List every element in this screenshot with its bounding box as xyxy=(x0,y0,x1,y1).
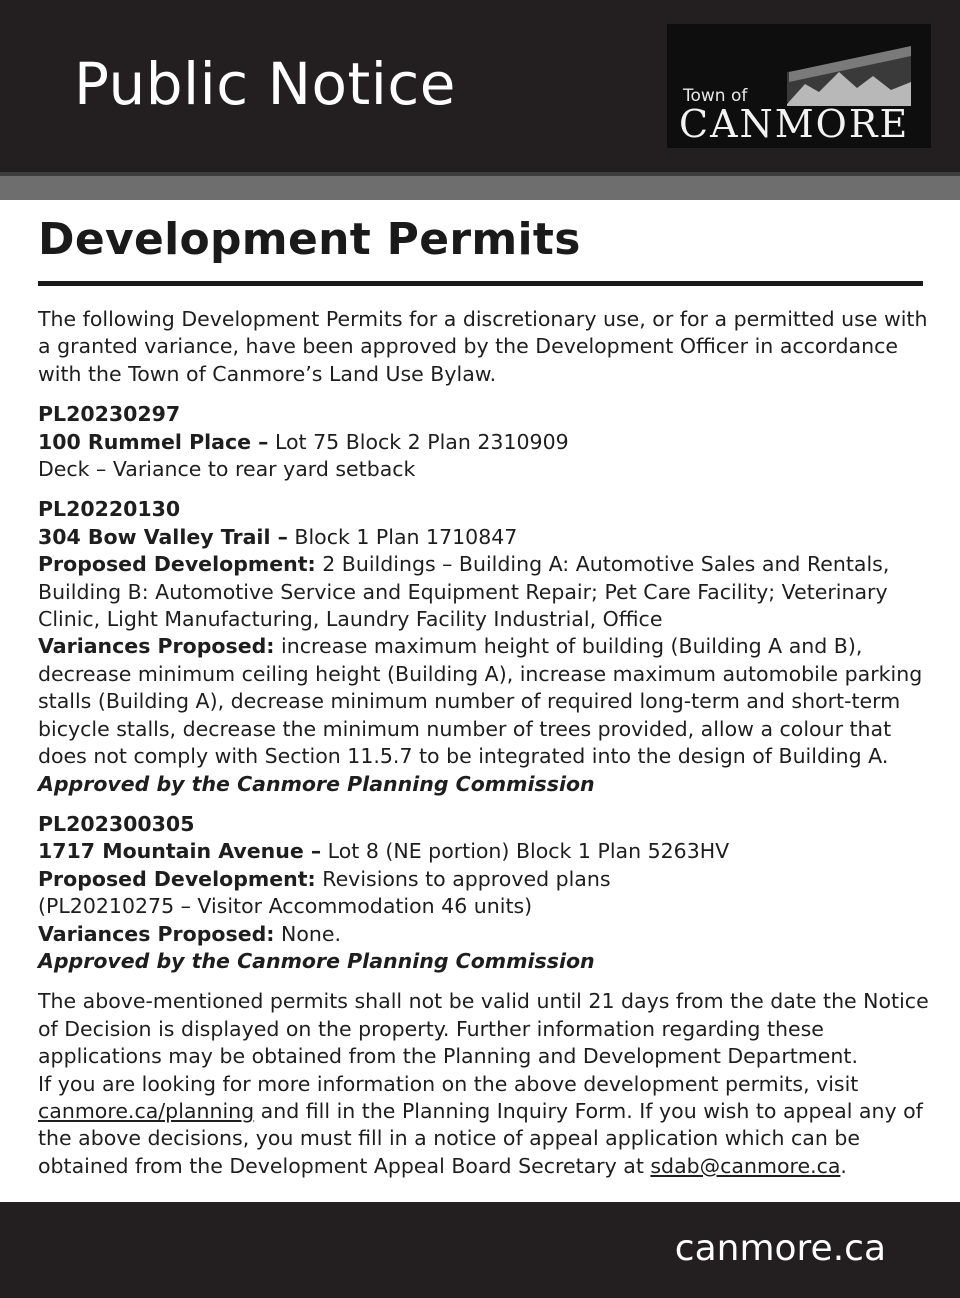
permit-legal: Lot 8 (NE portion) Block 1 Plan 5263HV xyxy=(321,839,730,864)
page-header-title: Public Notice xyxy=(74,50,456,118)
permit-address: 304 Bow Valley Trail – xyxy=(38,524,288,549)
closing-text-4: . xyxy=(840,1153,847,1178)
header-bar xyxy=(0,0,960,172)
intro-paragraph: The following Development Permits for a discretionary use, or for a permitted use with a granted variance, have been approved by the Development Officer in accordance with the Town of Canmore’s Land Use Bylaw. xyxy=(38,307,928,386)
title-rule xyxy=(38,281,923,286)
closing-text-2: If you are looking for more information on the above development permits, visit xyxy=(38,1071,859,1096)
logo-town-of: Town of xyxy=(683,86,748,106)
section-title: Development Permits xyxy=(38,214,581,265)
variances-text: None. xyxy=(274,921,342,946)
permit-legal: Block 1 Plan 1710847 xyxy=(287,524,518,549)
permit-address: 100 Rummel Place – xyxy=(38,429,269,454)
canmore-logo xyxy=(667,24,931,148)
planning-link[interactable]: canmore.ca/planning xyxy=(38,1098,255,1123)
sdab-email-link[interactable]: sdab@canmore.ca xyxy=(650,1153,841,1178)
permit-id: PL20220130 xyxy=(38,497,181,522)
permit-legal: Lot 75 Block 2 Plan 2310909 xyxy=(268,429,569,454)
permit-id: PL20230297 xyxy=(38,402,181,427)
logo-canmore: CANMORE xyxy=(679,102,910,146)
closing-text-3: and fill in the Planning Inquiry Form. If you wish to appeal any of the above decisions, you must fill in a notice of appeal application which can be obtained from the Development Appeal Board Secretary at xyxy=(38,1098,923,1178)
mountain-logo-icon xyxy=(787,42,911,106)
permit-entry xyxy=(38,811,938,975)
proposed-development-text-2: (PL20210275 – Visitor Accommodation 46 units) xyxy=(38,894,533,919)
variances-text: increase maximum height of building (Building A and B), decrease minimum ceiling height (Building A), increase maximum automobile parking stalls (Building A), decrease minimum number of required long-term and short-term bicycle stalls, decrease the minimum number of trees provided, allow a colour that does not comply with Section 11.5.7 to be integrated into the design of Building A. xyxy=(38,634,923,769)
approval-note: Approved by the Canmore Planning Commission xyxy=(38,948,595,973)
closing-paragraph xyxy=(38,988,938,1180)
variances-label: Variances Proposed: xyxy=(38,921,275,946)
header-divider-band xyxy=(0,172,960,200)
permit-description: Deck – Variance to rear yard setback xyxy=(38,457,416,482)
approval-note: Approved by the Canmore Planning Commission xyxy=(38,771,595,796)
proposed-development-text: Revisions to approved plans xyxy=(315,866,611,891)
footer-url: canmore.ca xyxy=(674,1228,886,1269)
proposed-development-label: Proposed Development: xyxy=(38,552,316,577)
permit-id: PL202300305 xyxy=(38,811,195,836)
permit-entry xyxy=(38,496,938,797)
closing-text-1: The above-mentioned permits shall not be valid until 21 days from the date the Notice of Decision is displayed on the property. Further information regarding these applications may be obtained from the Planning and Development Department. xyxy=(38,989,929,1069)
proposed-development-text: 2 Buildings – Building A: Automotive Sales and Rentals, Building B: Automotive Service and Equipment Repair; Pet Care Facility; Veterinary Clinic, Light Manufacturing, Laundry Facility Industrial, Office xyxy=(38,552,890,632)
variances-label: Variances Proposed: xyxy=(38,634,275,659)
notice-body xyxy=(38,306,938,1180)
permit-entry xyxy=(38,401,938,483)
permit-address: 1717 Mountain Avenue – xyxy=(38,839,322,864)
footer-bar xyxy=(0,1202,960,1298)
proposed-development-label: Proposed Development: xyxy=(38,866,316,891)
